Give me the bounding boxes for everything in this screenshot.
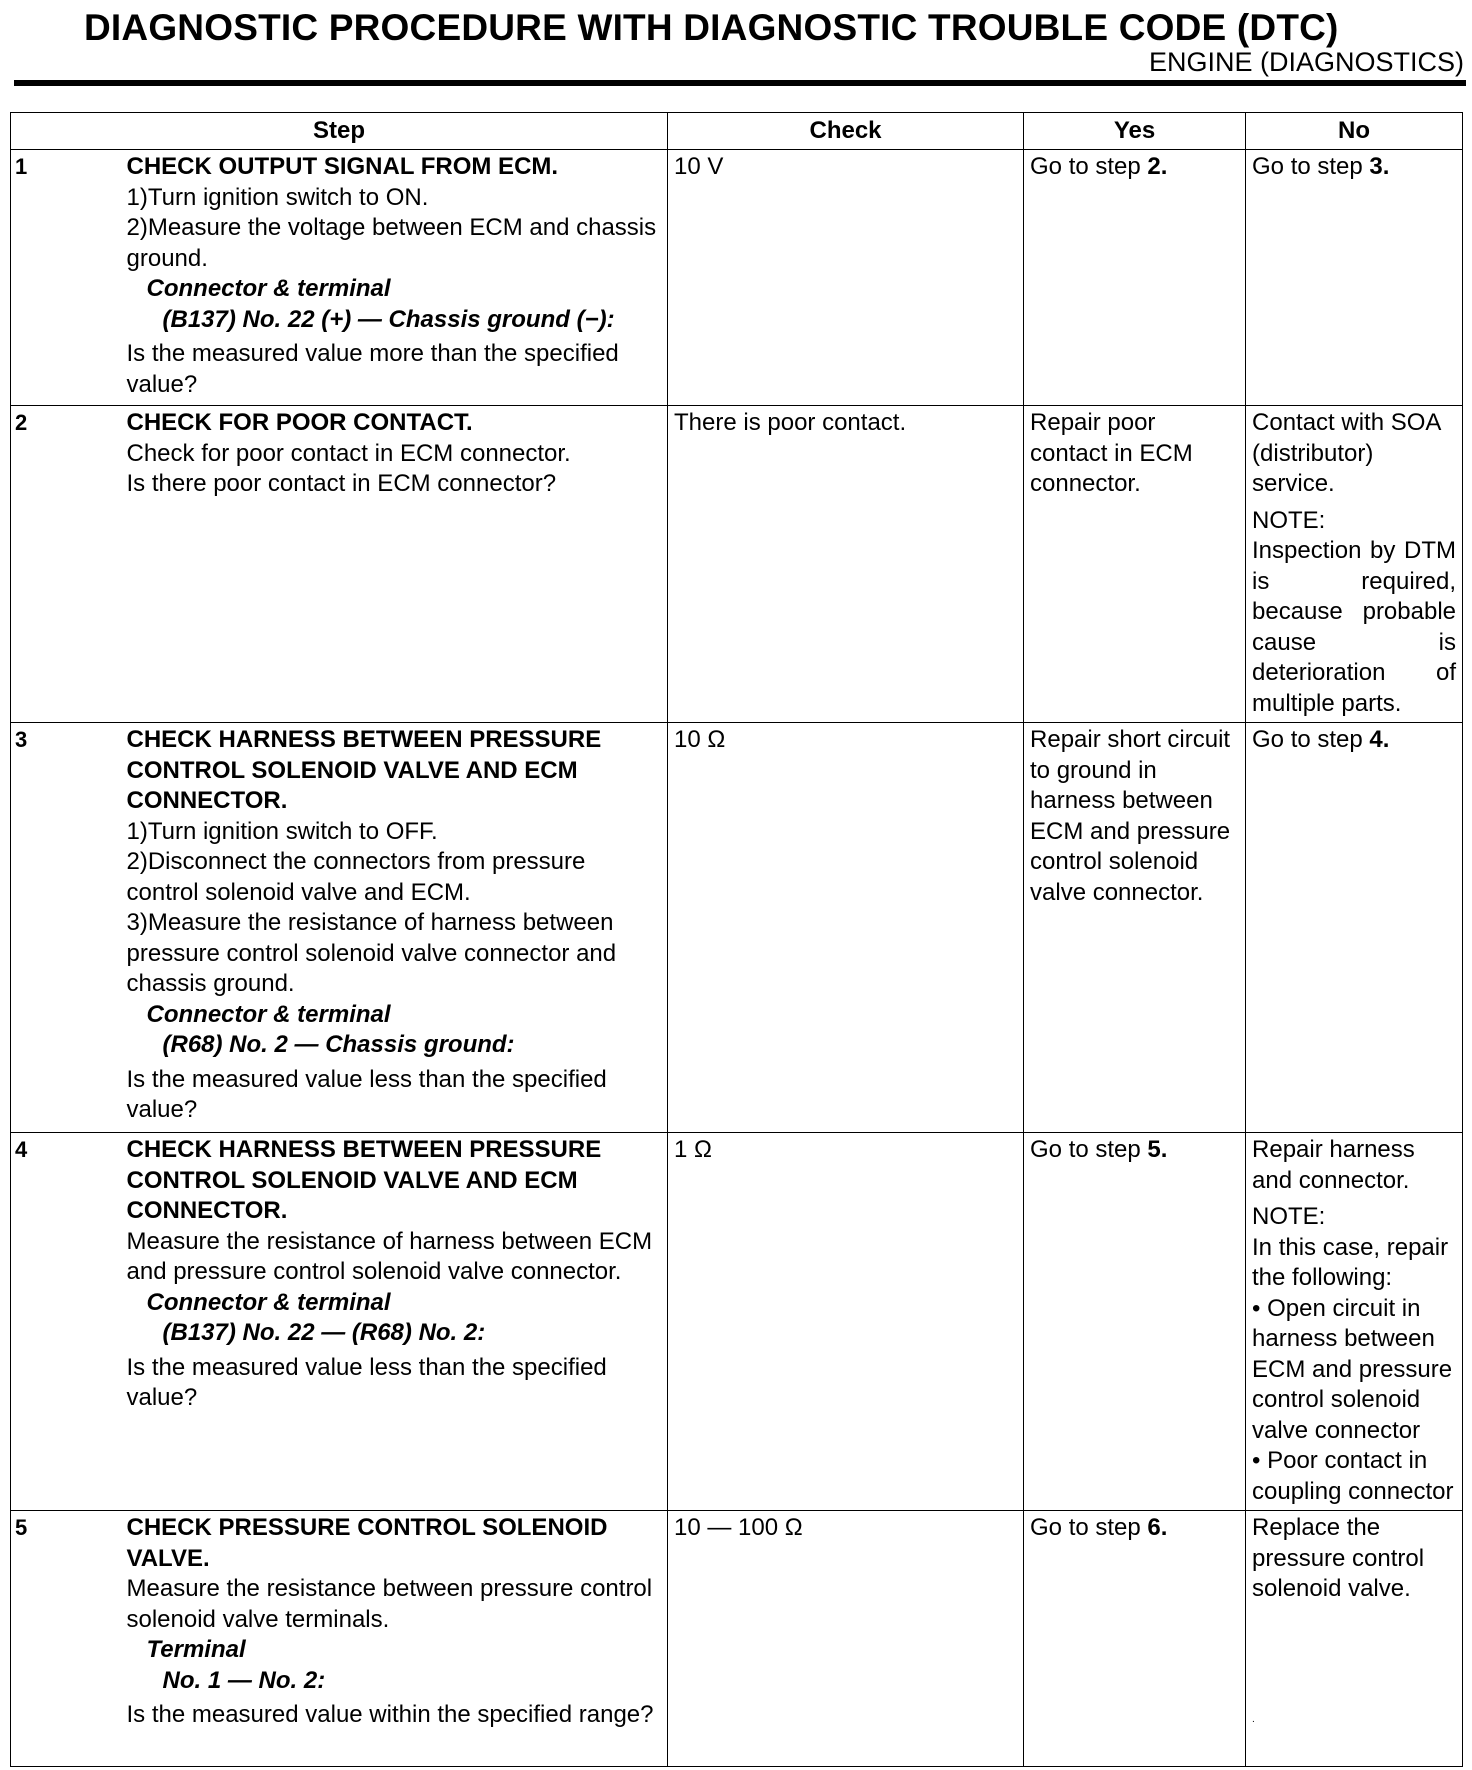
note-text: Inspection by DTM is required, because probable cause is deterioration of multiple parts.: [1252, 537, 1457, 717]
table-row: [11, 723, 1463, 1133]
column-header-step: Step: [11, 113, 668, 150]
note-label: NOTE:: [1252, 1203, 1326, 1230]
no-cell: [1246, 1133, 1463, 1511]
header-rule: [14, 80, 1466, 86]
step-cell: [127, 406, 668, 723]
no-cell: [1246, 406, 1463, 723]
check-cell: 10 — 100 Ω: [668, 1511, 1024, 1767]
connector-label: Connector & terminal: [146, 1288, 391, 1316]
step-line: 2)Measure the voltage between ECM and chassis ground.: [126, 214, 657, 272]
yes-text: Go to step: [1030, 1514, 1148, 1541]
section-subtitle: ENGINE (DIAGNOSTICS): [1148, 47, 1464, 77]
check-cell: 10 V: [668, 150, 1024, 406]
no-step: 3.: [1369, 153, 1390, 180]
step-line: Measure the resistance between pressure control solenoid valve terminals.: [126, 1575, 653, 1633]
step-question: Is the measured value less than the specified value?: [126, 1065, 607, 1123]
yes-cell: [1024, 1511, 1246, 1767]
connector-value: (B137) No. 22 — (R68) No. 2:: [162, 1319, 486, 1346]
no-step: 4.: [1369, 726, 1390, 753]
table-row: [11, 150, 1463, 406]
step-line: 2)Disconnect the connectors from pressure control solenoid valve and ECM.: [126, 848, 586, 906]
connector-label: Terminal: [146, 1636, 246, 1663]
step-cell: [127, 1511, 668, 1767]
step-question: Is the measured value less than the specified value?: [126, 1353, 607, 1411]
yes-step: 6.: [1147, 1514, 1168, 1541]
note-bullet: • Open circuit in harness between ECM and pressure control solenoid valve connector: [1252, 1294, 1453, 1444]
step-title: CHECK HARNESS BETWEEN PRESSURE CONTROL SOLENOID VALVE AND ECM CONNECTOR.: [126, 726, 602, 814]
column-header-check: Check: [668, 113, 1024, 150]
step-question: Is the measured value more than the specified value?: [126, 340, 619, 398]
table-row: [11, 1511, 1463, 1767]
yes-text: Go to step: [1030, 1136, 1148, 1163]
step-number: 2: [11, 406, 127, 723]
yes-step: 5.: [1147, 1136, 1168, 1163]
no-text: Replace the pressure control solenoid valve.: [1252, 1514, 1425, 1602]
table-header-row: [11, 113, 1463, 150]
stray-dot: .: [1252, 1713, 1255, 1725]
page-title: DIAGNOSTIC PROCEDURE WITH DIAGNOSTIC TROUBLE CODE (DTC): [84, 7, 1339, 48]
step-line: Measure the resistance of harness between ECM and pressure control solenoid valve connector.: [126, 1227, 653, 1285]
note-bullet: • Poor contact in coupling connector: [1252, 1447, 1454, 1505]
connector-value: No. 1 — No. 2:: [162, 1666, 326, 1694]
connector-label: Connector & terminal: [146, 1000, 391, 1028]
step-line: Is there poor contact in ECM connector?: [126, 470, 557, 497]
diagnostic-table: [10, 112, 1463, 1767]
yes-text: Go to step: [1030, 153, 1148, 180]
yes-cell: Repair poor contact in ECM connector.: [1024, 406, 1246, 723]
no-text: Repair harness and connector.: [1252, 1136, 1415, 1194]
no-text: Contact with SOA (distributor) service.: [1252, 409, 1441, 497]
step-title: CHECK FOR POOR CONTACT.: [126, 409, 473, 436]
column-header-no: No: [1246, 113, 1463, 150]
yes-cell: [1024, 150, 1246, 406]
no-text: Go to step: [1252, 726, 1370, 753]
yes-step: 2.: [1147, 153, 1168, 180]
step-cell: [127, 1133, 668, 1511]
table-row: [11, 406, 1463, 723]
connector-label: Connector & terminal: [146, 275, 391, 302]
check-cell: 10 Ω: [668, 723, 1024, 1133]
step-number: 1: [11, 150, 127, 406]
yes-cell: Repair short circuit to ground in harness between ECM and pressure control solenoid valve connector.: [1024, 723, 1246, 1133]
step-line: 1)Turn ignition switch to ON.: [126, 183, 429, 211]
no-cell: [1246, 1511, 1463, 1767]
step-title: CHECK OUTPUT SIGNAL FROM ECM.: [126, 153, 559, 180]
step-line: Check for poor contact in ECM connector.: [126, 439, 571, 467]
step-number: 4: [11, 1133, 127, 1511]
step-number: 5: [11, 1511, 127, 1767]
check-cell: There is poor contact.: [668, 406, 1024, 723]
column-header-yes: Yes: [1024, 113, 1246, 150]
step-question: Is the measured value within the specified range?: [126, 1701, 654, 1728]
connector-value: (R68) No. 2 — Chassis ground:: [162, 1031, 515, 1058]
step-number: 3: [11, 723, 127, 1133]
step-line: 1)Turn ignition switch to OFF.: [126, 817, 438, 845]
step-title: CHECK PRESSURE CONTROL SOLENOID VALVE.: [126, 1514, 608, 1572]
check-cell: 1 Ω: [668, 1133, 1024, 1511]
no-text: Go to step: [1252, 153, 1370, 180]
step-cell: [127, 150, 668, 406]
note-label: NOTE:: [1252, 506, 1326, 534]
step-title: CHECK HARNESS BETWEEN PRESSURE CONTROL SOLENOID VALVE AND ECM CONNECTOR.: [126, 1136, 602, 1224]
step-cell: [127, 723, 668, 1133]
no-cell: [1246, 723, 1463, 1133]
step-line: 3)Measure the resistance of harness between pressure control solenoid valve connector and chassis ground.: [126, 909, 617, 997]
table-row: [11, 1133, 1463, 1511]
yes-cell: [1024, 1133, 1246, 1511]
connector-value: (B137) No. 22 (+) — Chassis ground (−):: [162, 305, 615, 333]
no-cell: [1246, 150, 1463, 406]
note-text: In this case, repair the following:: [1252, 1233, 1449, 1291]
